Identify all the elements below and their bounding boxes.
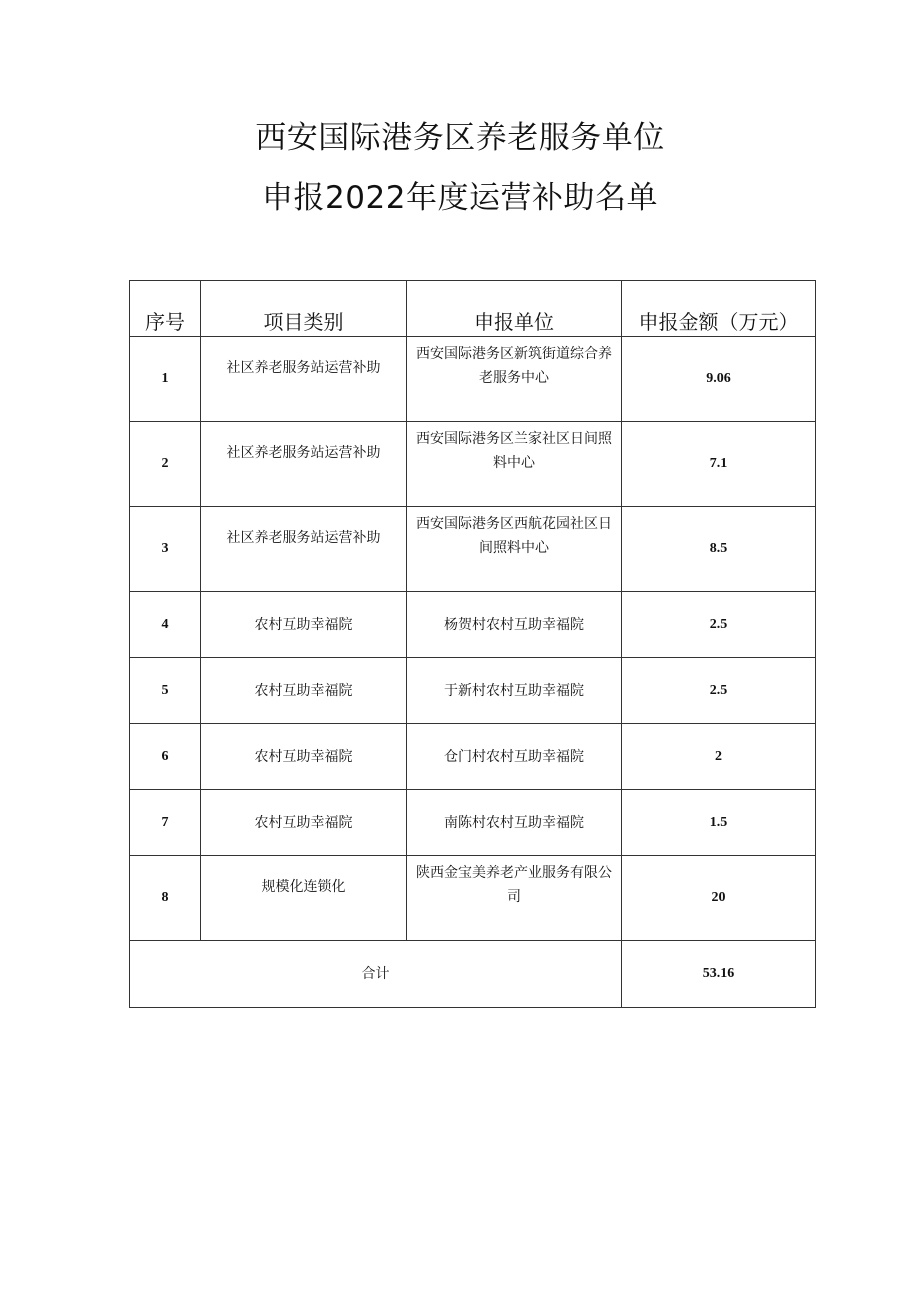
row-unit: 仓门村农村互助幸福院 xyxy=(407,724,622,790)
row-category: 社区养老服务站运营补助 xyxy=(201,337,407,422)
row-number: 5 xyxy=(130,658,201,724)
header-serial-number: 序号 xyxy=(130,281,201,337)
header-applicant-unit: 申报单位 xyxy=(407,281,622,337)
row-unit: 西安国际港务区西航花园社区日间照料中心 xyxy=(407,507,622,592)
row-number: 7 xyxy=(130,790,201,856)
document-title-line-1: 西安国际港务区养老服务单位 xyxy=(255,120,665,156)
row-unit: 于新村农村互助幸福院 xyxy=(407,658,622,724)
row-unit: 西安国际港务区兰家社区日间照料中心 xyxy=(407,422,622,507)
row-amount: 2 xyxy=(622,724,816,790)
table-row xyxy=(130,337,816,422)
row-category: 社区养老服务站运营补助 xyxy=(201,422,407,507)
table-row xyxy=(130,592,816,658)
row-category: 农村互助幸福院 xyxy=(201,592,407,658)
row-number: 4 xyxy=(130,592,201,658)
table-row xyxy=(130,856,816,941)
header-project-category: 项目类别 xyxy=(201,281,407,337)
row-amount: 20 xyxy=(622,856,816,941)
row-amount: 2.5 xyxy=(622,592,816,658)
row-unit: 杨贺村农村互助幸福院 xyxy=(407,592,622,658)
total-label: 合计 xyxy=(130,941,622,1008)
row-category: 社区养老服务站运营补助 xyxy=(201,507,407,592)
table-row xyxy=(130,422,816,507)
row-amount: 9.06 xyxy=(622,337,816,422)
row-amount: 8.5 xyxy=(622,507,816,592)
row-number: 1 xyxy=(130,337,201,422)
table-row xyxy=(130,507,816,592)
row-category: 农村互助幸福院 xyxy=(201,790,407,856)
subsidy-table xyxy=(129,280,816,1008)
row-category: 规模化连锁化 xyxy=(201,856,407,941)
row-category: 农村互助幸福院 xyxy=(201,658,407,724)
row-amount: 1.5 xyxy=(622,790,816,856)
row-number: 3 xyxy=(130,507,201,592)
document-title-line-2: 申报2022年度运营补助名单 xyxy=(262,180,658,216)
row-unit: 西安国际港务区新筑街道综合养老服务中心 xyxy=(407,337,622,422)
row-category: 农村互助幸福院 xyxy=(201,724,407,790)
table-row xyxy=(130,658,816,724)
table-total-row xyxy=(130,941,816,1008)
row-number: 8 xyxy=(130,856,201,941)
table-row xyxy=(130,724,816,790)
row-unit: 陕西金宝美养老产业服务有限公司 xyxy=(407,856,622,941)
header-amount: 申报金额（万元） xyxy=(622,281,816,337)
total-amount: 53.16 xyxy=(622,941,816,1008)
table-header-row xyxy=(130,281,816,337)
table-row xyxy=(130,790,816,856)
row-unit: 南陈村农村互助幸福院 xyxy=(407,790,622,856)
row-number: 2 xyxy=(130,422,201,507)
row-number: 6 xyxy=(130,724,201,790)
row-amount: 2.5 xyxy=(622,658,816,724)
row-amount: 7.1 xyxy=(622,422,816,507)
